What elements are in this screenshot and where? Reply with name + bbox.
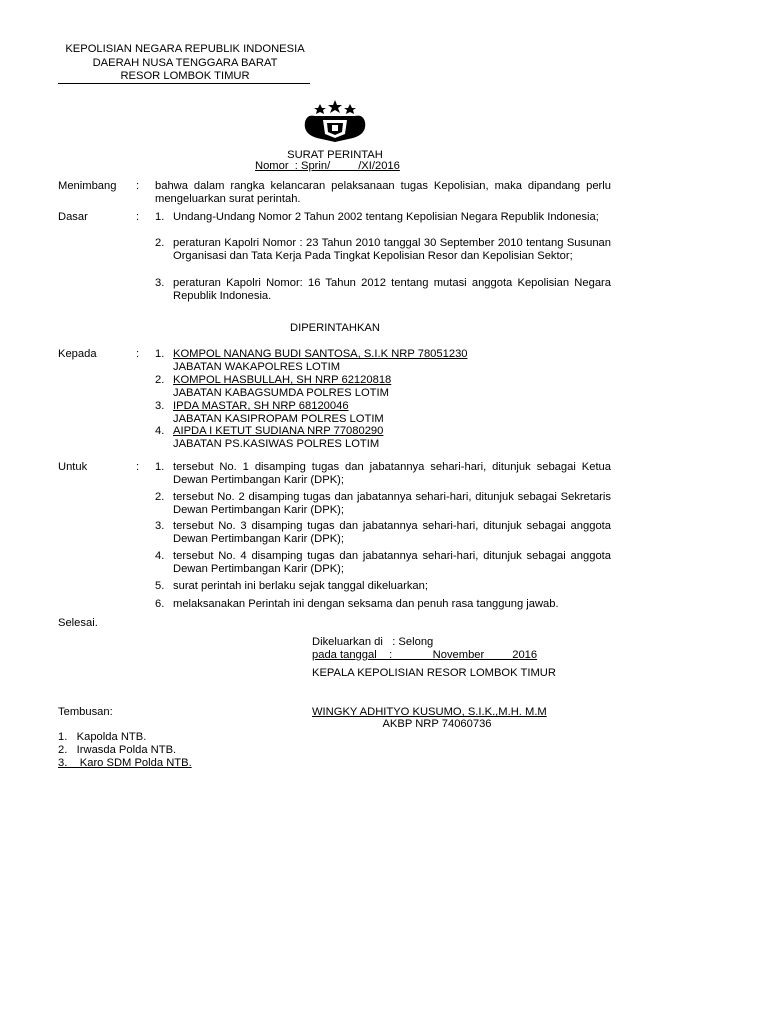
personnel-name: KOMPOL NANANG BUDI SANTOSA, S.I.K NRP 78051230: [173, 348, 468, 360]
personnel-position: JABATAN PS.KASIWAS POLRES LOTIM: [173, 437, 380, 450]
dasar-item-text: peraturan Kapolri Nomor: 16 Tahun 2012 tentang mutasi anggota Kepolisian Negara Republik Indonesia.: [173, 277, 611, 302]
document-number: Nomor : Sprin/ /XI/2016: [255, 160, 400, 172]
menimbang-text: bahwa dalam rangka kelancaran pelaksanaan tugas Kepolisian, maka dipandang perlu mengeluarkan surat perintah.: [155, 180, 611, 205]
untuk-item-number: 6.: [155, 598, 165, 610]
tembusan-item: 1. Kapolda NTB.: [58, 731, 147, 743]
personnel-position: JABATAN KABAGSUMDA POLRES LOTIM: [173, 386, 389, 399]
police-emblem-icon: [301, 100, 369, 144]
letterhead-line-2: DAERAH NUSA TENGGARA BARAT: [92, 56, 278, 69]
document-title: SURAT PERINTAH: [287, 149, 383, 161]
personnel-position: JABATAN KASIPROPAM POLRES LOTIM: [173, 412, 384, 425]
personnel-name: KOMPOL HASBULLAH, SH NRP 62120818: [173, 374, 392, 386]
letterhead-line-3: RESOR LOMBOK TIMUR: [120, 70, 250, 82]
letterhead-line-1: KEPOLISIAN NEGARA REPUBLIK INDONESIA: [65, 43, 305, 55]
personnel-name: AIPDA I KETUT SUDIANA NRP 77080290: [173, 425, 384, 437]
dasar-item-number: 3.: [155, 277, 165, 289]
closing-text: Selesai.: [58, 617, 98, 629]
letterhead: [58, 43, 312, 84]
issued-date: pada tanggal : November 2016: [312, 649, 538, 661]
kepada-colon: :: [136, 348, 140, 360]
kepada-item: [173, 374, 391, 399]
signer-name: WINGKY ADHITYO KUSUMO, S.I.K.,M.H. M.M: [312, 706, 547, 718]
kepada-item-number: 1.: [155, 348, 165, 360]
diperintahkan-heading: DIPERINTAHKAN: [290, 322, 380, 334]
dasar-colon: :: [136, 211, 140, 223]
kepada-label: Kepada: [58, 348, 97, 360]
menimbang-label: Menimbang: [58, 180, 117, 192]
personnel-name: IPDA MASTAR, SH NRP 68120046: [173, 400, 349, 412]
untuk-item-number: 3.: [155, 520, 165, 532]
dasar-item-text: Undang-Undang Nomor 2 Tahun 2002 tentang Kepolisian Negara Republik Indonesia;: [173, 211, 599, 223]
untuk-colon: :: [136, 461, 140, 473]
kepada-item-number: 4.: [155, 425, 165, 437]
dasar-item-text: peraturan Kapolri Nomor : 23 Tahun 2010 tanggal 30 September 2010 tentang Susunan Organisasi dan Tata Kerja Pada Tingkat Kepolisian Resor dan Kepolisian Sektor;: [173, 237, 611, 262]
untuk-item-number: 1.: [155, 461, 165, 473]
issuing-office: KEPALA KEPOLISIAN RESOR LOMBOK TIMUR: [312, 667, 556, 679]
signer-nrp: AKBP NRP 74060736: [382, 718, 492, 730]
untuk-item-text: tersebut No. 4 disamping tugas dan jabatannya sehari-hari, ditunjuk sebagai anggota Dewan Pertimbangan Karir (DPK);: [173, 550, 611, 575]
untuk-item-text: melaksanakan Perintah ini dengan seksama dan penuh rasa tanggung jawab.: [173, 598, 559, 610]
kepada-item: [173, 400, 384, 425]
dasar-item-number: 1.: [155, 211, 165, 223]
untuk-item-number: 2.: [155, 491, 165, 503]
menimbang-colon: :: [136, 180, 140, 192]
dasar-label: Dasar: [58, 211, 88, 223]
untuk-item-number: 4.: [155, 550, 165, 562]
kepada-item-number: 2.: [155, 374, 165, 386]
tembusan-item: 2. Irwasda Polda NTB.: [58, 744, 177, 756]
letterhead-divider: [58, 83, 310, 84]
untuk-item-text: surat perintah ini berlaku sejak tanggal dikeluarkan;: [173, 580, 428, 592]
untuk-item-number: 5.: [155, 580, 165, 592]
kepada-item-number: 3.: [155, 400, 165, 412]
kepada-item: [173, 348, 468, 373]
tembusan-item: 3. Karo SDM Polda NTB.: [58, 757, 192, 769]
personnel-position: JABATAN WAKAPOLRES LOTIM: [173, 360, 341, 373]
dasar-item-number: 2.: [155, 237, 165, 249]
untuk-item-text: tersebut No. 3 disamping tugas dan jabatannya sehari-hari, ditunjuk sebagai anggota Dewan Pertimbangan Karir (DPK);: [173, 520, 611, 545]
untuk-item-text: tersebut No. 2 disamping tugas dan jabatannya sehari-hari, ditunjuk sebagai Sekretaris Dewan Pertimbangan Karir (DPK);: [173, 491, 611, 516]
kepada-item: [173, 425, 383, 450]
tembusan-label: Tembusan:: [58, 706, 113, 718]
untuk-label: Untuk: [58, 461, 88, 473]
issued-place: Dikeluarkan di : Selong: [312, 636, 434, 648]
untuk-item-text: tersebut No. 1 disamping tugas dan jabatannya sehari-hari, ditunjuk sebagai Ketua Dewan Pertimbangan Karir (DPK);: [173, 461, 611, 486]
